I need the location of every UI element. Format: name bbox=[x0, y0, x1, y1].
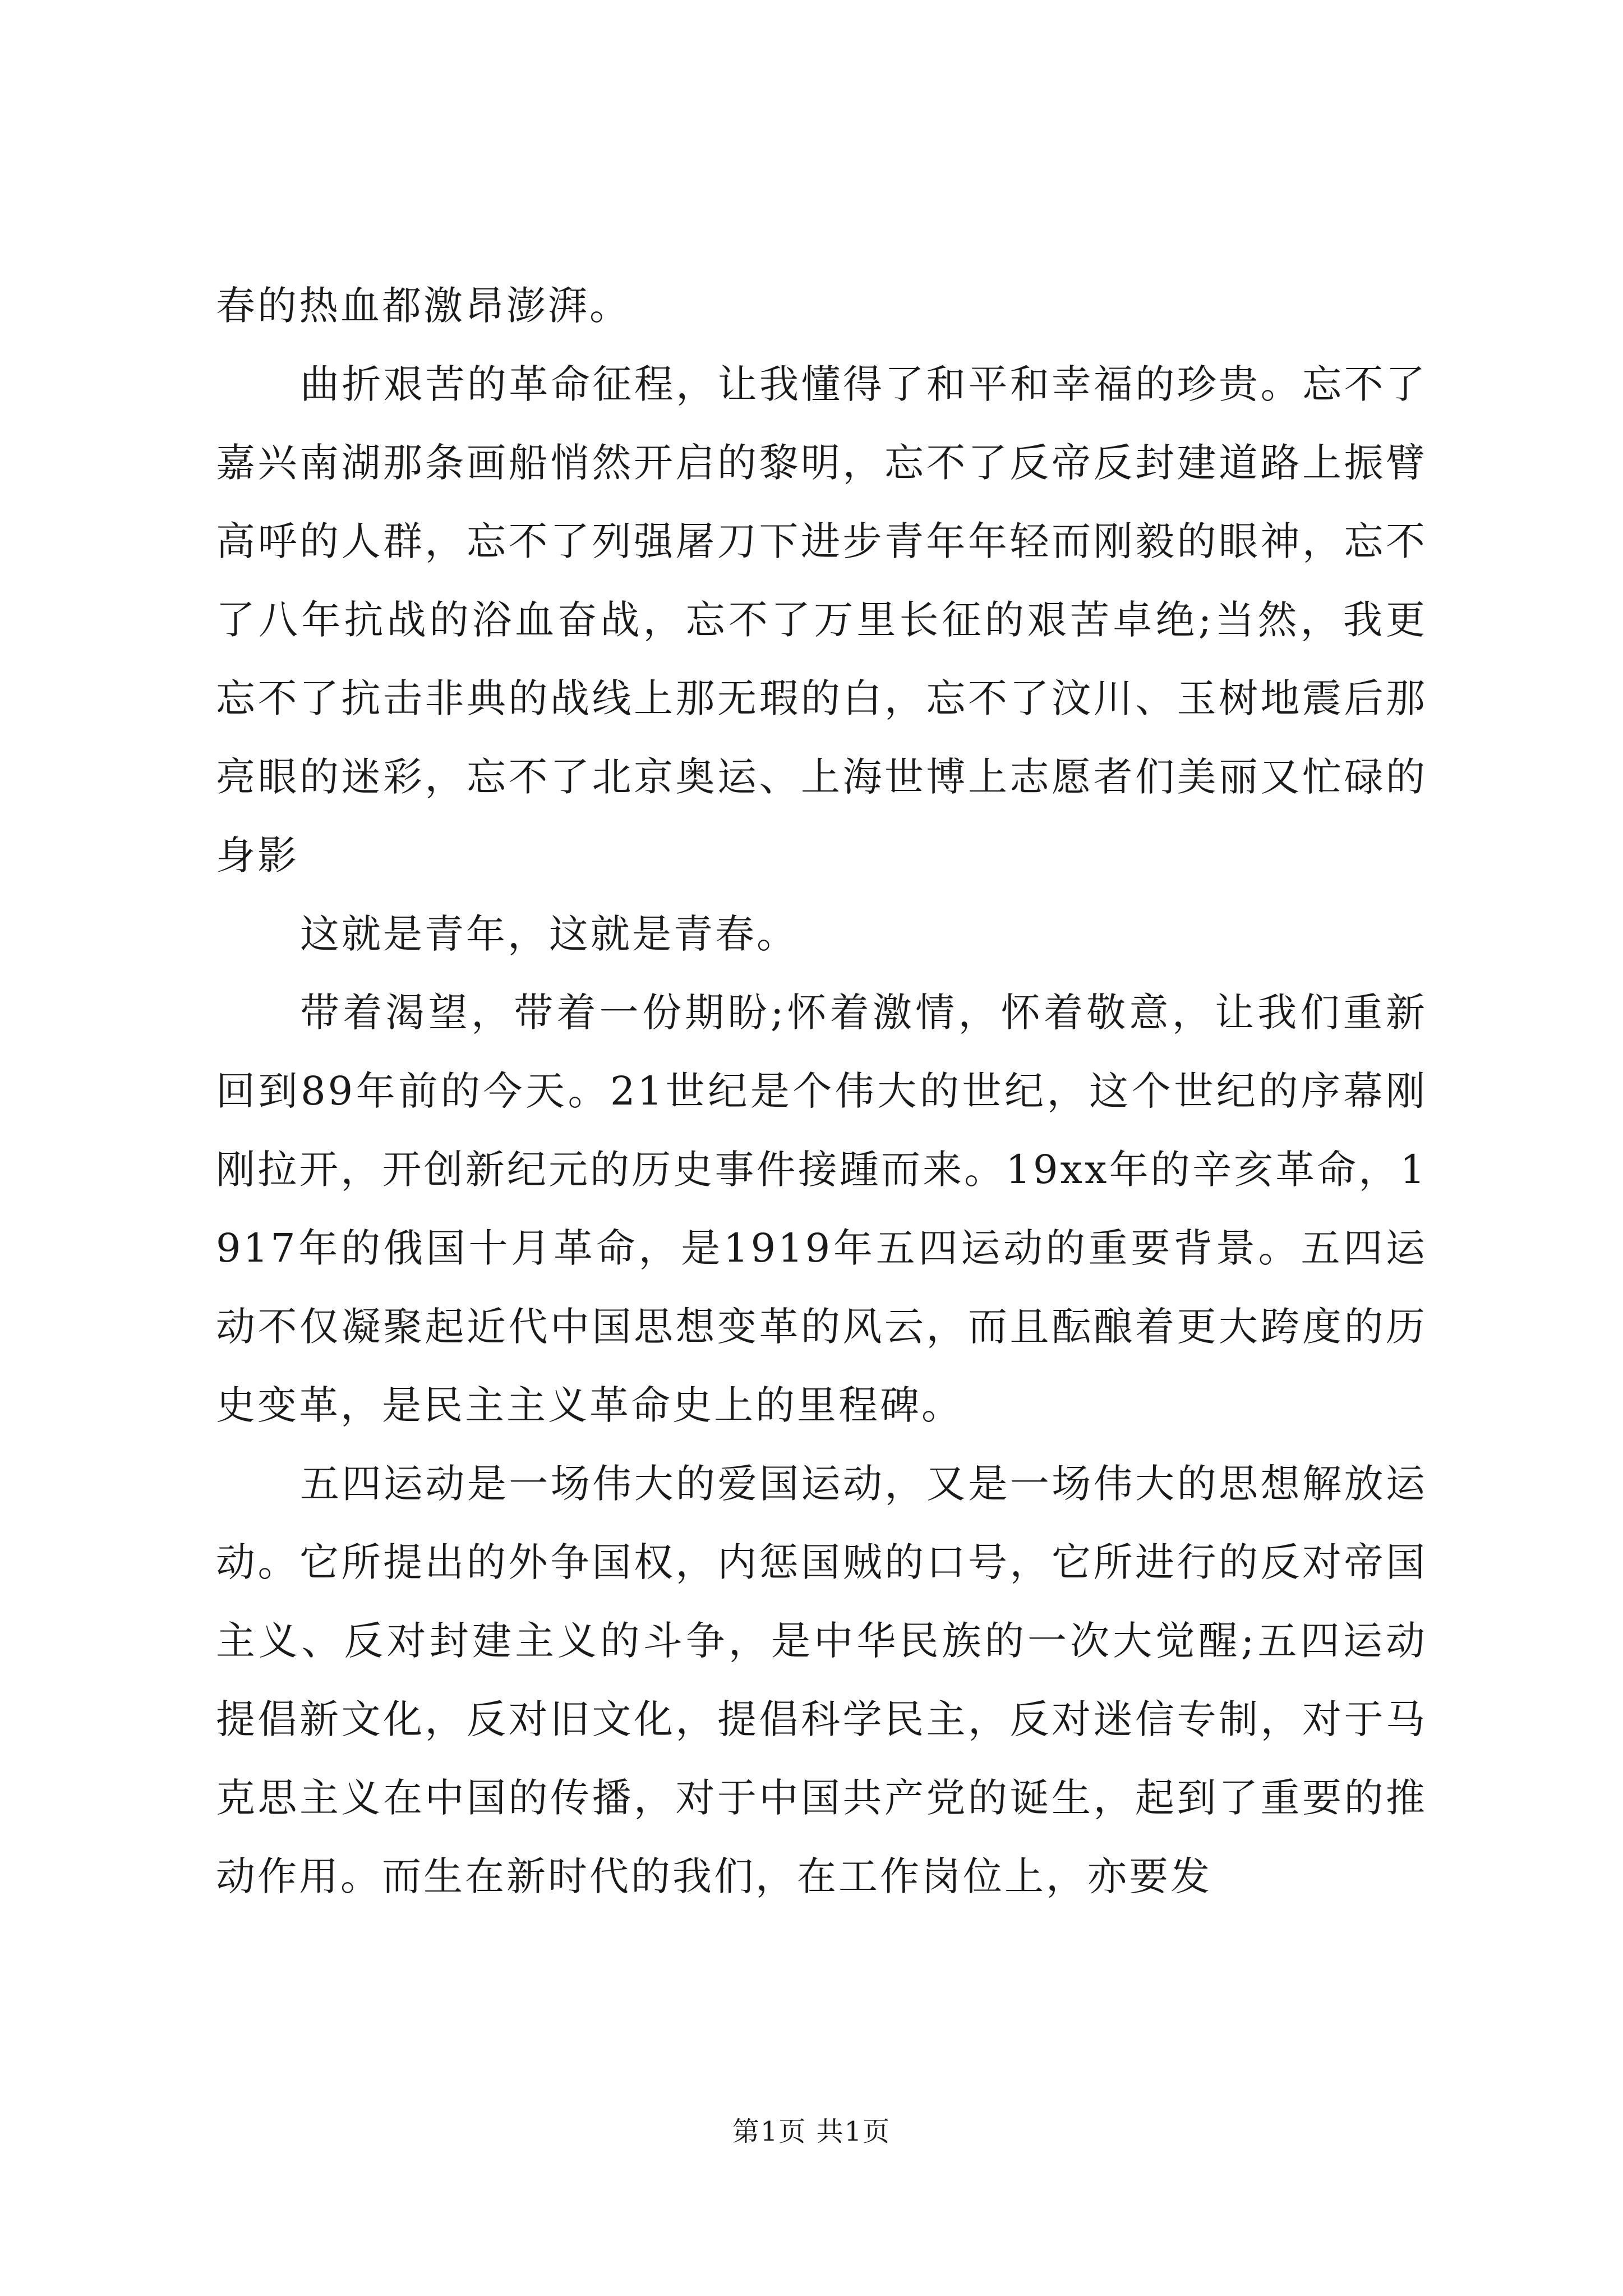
paragraph-3: 这就是青年，这就是青春。 bbox=[300, 911, 798, 957]
page-number-footer: 第1页 共1页 bbox=[732, 2116, 891, 2147]
paragraph-4: 带着渴望，带着一份期盼;怀着激情，怀着敬意，让我们重新回到89年前的今天。21世纪是个伟大的世纪，这个世纪的序幕刚刚拉开，开创新纪元的历史事件接踵而来。19xx年的辛亥革命，1917年的俄国十月革命，是1919年五四运动的重要背景。五四运动不仅凝聚起近代中国思想变革的风云，而且酝酿着更大跨度的历史变革，是民主主义革命史上的里程碑。 bbox=[216, 990, 1427, 1428]
paragraph-5: 五四运动是一场伟大的爱国运动，又是一场伟大的思想解放运动。它所提出的外争国权，内惩国贼的口号，它所进行的反对帝国主义、反对封建主义的斗争，是中华民族的一次大觉醒;五四运动提倡新文化，反对旧文化，提倡科学民主，反对迷信专制，对于马克思主义在中国的传播，对于中国共产党的诞生，起到了重要的推动作用。而生在新时代的我们，在工作岗位上，亦要发 bbox=[216, 1461, 1427, 1899]
paragraph-1: 春的热血都激昂澎湃。 bbox=[216, 283, 631, 329]
paragraph-2: 曲折艰苦的革命征程，让我懂得了和平和幸福的珍贵。忘不了嘉兴南湖那条画船悄然开启的黎明，忘不了反帝反封建道路上振臂高呼的人群，忘不了列强屠刀下进步青年年轻而刚毅的眼神，忘不了八年抗战的浴血奋战，忘不了万里长征的艰苦卓绝;当然，我更忘不了抗击非典的战线上那无瑕的白，忘不了汶川、玉树地震后那亮眼的迷彩，忘不了北京奥运、上海世博上志愿者们美丽又忙碌的身影 bbox=[216, 361, 1427, 878]
document-body bbox=[216, 266, 1427, 1916]
